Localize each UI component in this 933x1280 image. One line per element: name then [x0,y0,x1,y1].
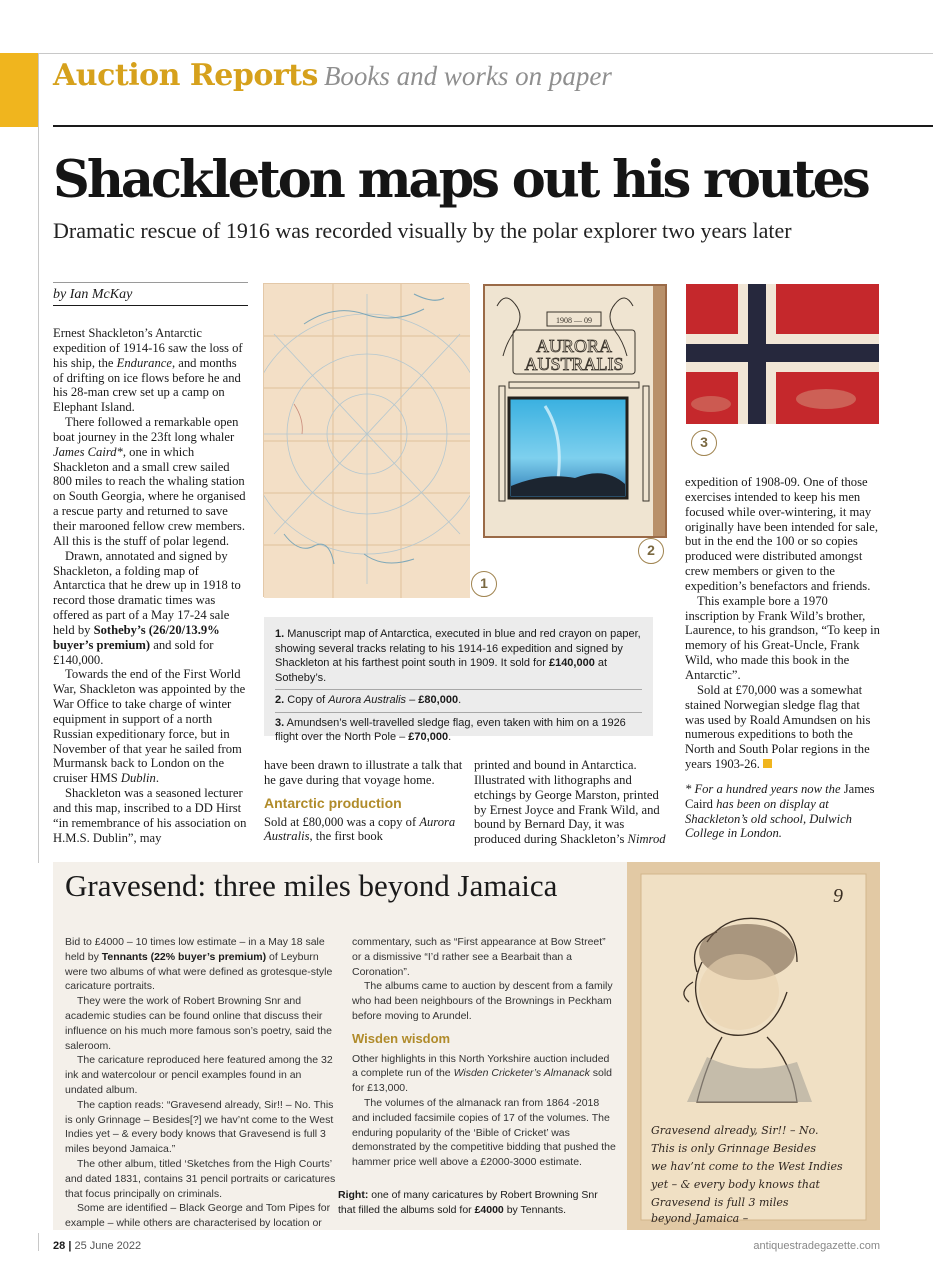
text-run: , one in which Shackleton and a small crew sailed 800 miles to reach the whaling station on South Georgia, where he organised a rescue party and returned to save their marooned fellow crew members. All this is the stuff of polar legend. [53,444,246,548]
caption-1 [275,625,642,687]
boat-name: James Caird* [53,444,123,459]
book-title-line-2: AUSTRALIS [524,354,624,374]
auction-house: Tennants (22% buyer’s premium) [101,950,267,963]
caption-text: by Tennants. [503,1203,567,1216]
text-run: Sold at £70,000 was a somewhat stained Norwegian sledge flag that was used by Roald Amundsen on his numerous expeditions to both the North and South Polar regions in the years 1903-26. [685,682,871,772]
book-cover-drawing [485,286,665,536]
handwriting-line-2: This is only Grinnage Besides [651,1142,816,1155]
footer-separator: | [68,1240,72,1252]
byline: by Ian McKay [53,287,133,302]
sidebar-paragraph: The albums came to auction by descent from a family who had been neighbours of the Brownings in Peckham before moving to Arundel. [352,980,613,1022]
text-run: sold for £13,000. [352,1067,613,1095]
issue-date: 25 June 2022 [74,1240,142,1252]
handwriting-line-3: we hav’nt come to the West Indies [651,1160,843,1173]
caption-2 [275,689,642,710]
sidebar-paragraph: The caricature reproduced here featured among the 32 ink and watercolour or pencil examples found in an undated album. [65,1054,333,1096]
section-title: Auction Reports [53,58,318,93]
caption-lead: Right: [338,1189,369,1201]
subheading-wisden-wisdom: Wisden wisdom [352,1030,451,1046]
text-run: Ernest Shackleton’s Antarctic expedition of 1914-16 saw the loss of his ship, the [53,326,243,370]
caption-text: – [406,694,419,706]
handwriting-line-5: Gravesend is full 3 miles [651,1196,789,1209]
article-paragraph [264,815,464,845]
aurora-australis-book-image [483,284,667,538]
sidebar-column-1 [65,935,337,1231]
caption-number: 1. [275,628,285,640]
text-run: Towards the end of the First World War, Shackleton was appointed by the War Office to take charge of winter equipment in support of a north Russian expeditionary force, but in November of that year he sailed from Murmansk back to London on the cruiser HMS [53,667,246,786]
article-paragraph [53,326,249,415]
caricature-image [627,862,880,1230]
text-run: , and months of drifting on ice flows before he and his 28-man crew set up a camp on Elephant Island. [53,355,241,415]
text-run: Sold at £80,000 was a copy of [264,814,420,829]
caption-price: £80,000 [418,694,459,706]
caption-number: 2. [275,694,285,706]
book-title-line-1: AURORA [535,336,613,356]
text-run: has been on display at Shackleton’s old school, Dulwich College in London. [685,796,852,841]
article-paragraph: have been drawn to illustrate a talk that he gave during that voyage home. [264,758,463,787]
caricature-drawing [627,862,880,1230]
sidebar-paragraph: The other album, titled ‘Sketches from the High Courts’ and dated 1831, contains 31 pencil portraits or caricatures that focus principally on criminals. [65,1157,336,1200]
norwegian-sledge-flag-image [686,284,879,424]
sidebar-paragraph [65,935,337,994]
header-rule [53,125,933,127]
caption-number: 3. [275,716,285,729]
caption-text: Manuscript map of Antarctica, executed in blue and red crayon on paper, showing several tracks relating to his 1914-16 expedition and signed by Shackleton at his farthest point south in 1909. It sold for [275,628,641,669]
auction-house: Sotheby’s (26/20/13.9% buyer’s premium) [53,622,220,652]
text-run: . [155,771,159,786]
section-header [53,58,612,93]
headline: Shackleton maps out his routes [53,150,868,210]
sidebar-paragraph [352,1052,616,1096]
caption-title: Aurora Australis [328,694,407,706]
book-title: Wisden Cricketer’s Almanack [453,1067,590,1080]
article-paragraph: expedition of 1908-09. One of those exercises intended to keep his men focused while over-wintering, it may originally have been intended for sale, but in the end the 100 or so copies produced were distributed amongst crew members or given to the expedition’s benefactors and friends. [685,475,879,593]
sidebar-title: Gravesend: three miles beyond Jamaica [65,868,558,903]
text-run: Bid to £4000 – 10 times low estimate – in a May 18 sale held by [65,936,325,963]
handwriting-line-4: yet – & every body knows that [651,1178,820,1191]
page-number: 28 [53,1240,66,1252]
caption-price: £70,000 [408,731,449,743]
ship-name: Endurance [116,355,172,370]
book-title: Aurora Australis [264,814,456,844]
text-run: and sold for £140,000. [53,637,214,667]
standfirst: Dramatic rescue of 1916 was recorded visually by the polar explorer two years later [53,218,792,243]
handwriting-line-1: Gravesend already, Sir!! – No. [651,1124,819,1137]
caption-text: one of many caricatures by Robert Browning Snr that filled the albums sold for [338,1189,598,1216]
section-subtitle: Books and works on paper [323,61,612,91]
article-paragraph [474,758,669,847]
caption-price: £140,000 [548,657,595,669]
end-mark-icon [763,759,772,768]
left-rule [38,53,39,863]
sidebar-paragraph: They were the work of Robert Browning Snr and academic studies can be found online that discuss their influence on his much more famous son’s poetry, said the saleroom. [65,995,332,1052]
image-number-badge-3: 3 [691,430,717,456]
top-rule [38,53,933,54]
text-run: * For a hundred years now the [685,781,844,796]
text-run: There followed a remarkable open boat journey in the 23ft long whaler [53,415,239,444]
image-number-badge-1: 1 [471,571,497,597]
handwriting-line-6: beyond Jamaica – [651,1212,749,1225]
sidebar-paragraph: commentary, such as “First appearance at Bow Street” or a dismissive “I’d rather see a Bearbait than a Coronation”. [352,936,606,978]
article-paragraph: This example bore a 1970 inscription by Frank Wild’s brother, Laurence, to his grandson, “To keep in memory of his Great-Uncle, Frank Wild, who made this book in the Antarctic”. [685,593,880,682]
byline-box [53,282,248,306]
article-column-4 [685,475,880,841]
article-paragraph [53,549,249,668]
text-run: Drawn, annotated and signed by Shackleton, a folding map of Antarctica that he drew up in 1918 to record those dramatic times was offered as part of a May 17-24 sale held by [53,548,241,637]
sidebar-image-caption [338,1188,608,1217]
caption-3 [275,712,642,747]
footer-site-link[interactable]: antiquestradegazette.com [753,1240,880,1252]
sidebar-paragraph: The caption reads: “Gravesend already, Sir!! – No. This is only Grinnage – Besides[?] we hav’nt come to the West Indies yet – & every body knows that Gravesend is full 3 miles beyond Jamaica.” [65,1098,334,1156]
article-paragraph [53,667,249,786]
text-run: of Leyburn were two albums of what were defined as grotesque-style caricature portraits. [65,950,333,993]
footer-rule [38,1233,39,1251]
text-run: Other highlights in this North Yorkshire auction included a complete run of the [352,1052,610,1080]
sidebar-column-2 [352,935,616,1170]
boat-name: James Caird [685,781,875,811]
footnote [685,782,880,841]
book-year: 1908 — 09 [556,316,592,325]
ship-name: Nimrod [627,832,666,847]
image-captions-box [264,617,653,743]
article-column-3 [474,758,669,847]
subheading-antarctic-production: Antarctic production [264,794,402,811]
sidebar-paragraph: Some are identified – Black George and Tom Pipes for example – while others are characterised by location or [65,1202,331,1230]
caption-price: £4000 [474,1203,504,1216]
caption-text: . [448,731,452,743]
text-run: printed and bound in Antarctica. Illustrated with lithographs and etchings by George Marston, printed by Ernest Joyce and Frank Wild, and bound by Bernard Day, it was produced during Shackleton’s [474,758,660,847]
section-accent-tab [0,53,38,127]
album-page-number: 9 [833,885,843,907]
text-run: , the first book [309,829,383,844]
flag-drawing [686,284,879,424]
image-number-badge-2: 2 [638,538,664,564]
article-paragraph: Shackleton was a seasoned lecturer and this map, inscribed to a DD Hirst “in remembrance of his association on H.M.S. Dublin”, may [53,786,247,845]
article-paragraph [685,683,880,772]
article-column-2 [264,758,464,844]
antarctica-map-image [263,283,469,597]
map-drawing [264,284,470,598]
sidebar-paragraph: The volumes of the almanack ran from 1864 -2018 and included facsimile copies of 17 of the volumes. The enduring popularity of the ‘Bible of Cricket’ was demonstrated by the competitive bidding that pushed the hammer price well above a £2000-3000 estimate. [352,1096,616,1169]
ship-name: Dublin [120,771,156,786]
caption-text: at Sotheby’s. [275,657,608,684]
caption-text: Copy of [284,694,329,706]
article-column-1 [53,326,249,846]
caption-text: Amundsen’s well-travelled sledge flag, even taken with him on a 1926 flight over the North Pole – [275,716,626,743]
caption-text: . [458,694,462,706]
footer-page-info [53,1240,141,1252]
article-paragraph [53,415,249,549]
